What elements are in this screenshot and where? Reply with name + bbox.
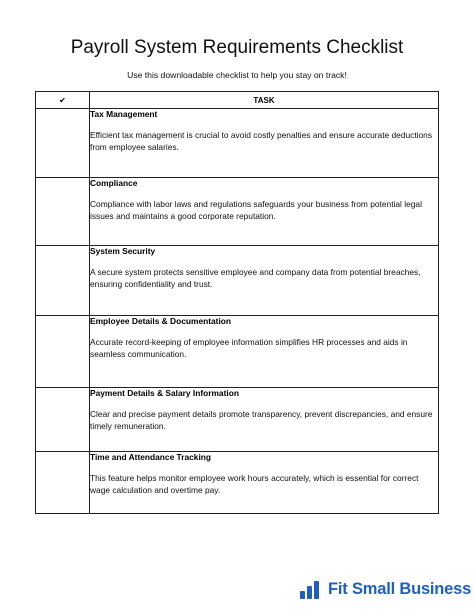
table-row <box>36 452 439 514</box>
brand-logo-text: Fit Small Business <box>328 579 472 598</box>
task-cell <box>90 109 439 178</box>
task-title: Employee Details & Documentation <box>90 316 232 326</box>
page-title: Payroll System Requirements Checklist <box>70 37 404 58</box>
checkbox-cell[interactable] <box>36 388 90 452</box>
table-row <box>36 109 439 178</box>
bar-chart-logo-icon <box>300 579 324 599</box>
brand-logo[interactable] <box>300 579 471 599</box>
table-header-row <box>36 92 439 109</box>
header-task-column: TASK <box>90 92 439 109</box>
task-cell <box>90 388 439 452</box>
checklist-table <box>35 91 439 514</box>
task-title: Tax Management <box>90 109 158 119</box>
table-row <box>36 388 439 452</box>
table-row <box>36 178 439 246</box>
task-cell <box>90 246 439 316</box>
page-subtitle: Use this downloadable checklist to help you stay on track! <box>127 70 347 80</box>
table-row <box>36 246 439 316</box>
task-description: Efficient tax management is crucial to avoid costly penalties and ensure accurate deductions from employee salaries. <box>90 130 433 152</box>
task-cell <box>90 452 439 514</box>
task-cell <box>90 178 439 246</box>
task-description: A secure system protects sensitive employee and company data from potential breaches, ensuring confidentiality and trust. <box>90 267 421 289</box>
task-description: Compliance with labor laws and regulations safeguards your business from potential legal issues and maintains a good corporate reputation. <box>90 199 422 221</box>
task-title: Compliance <box>90 178 138 188</box>
checkbox-cell[interactable] <box>36 109 90 178</box>
task-title: Time and Attendance Tracking <box>90 452 212 462</box>
checkbox-cell[interactable] <box>36 178 90 246</box>
task-description: This feature helps monitor employee work hours accurately, which is essential for correct wage calculation and overtime pay. <box>90 473 419 495</box>
task-title: Payment Details & Salary Information <box>90 388 239 398</box>
task-description: Accurate record-keeping of employee information simplifies HR processes and aids in seamless communication. <box>90 337 408 359</box>
table-row <box>36 316 439 388</box>
task-cell <box>90 316 439 388</box>
checkbox-cell[interactable] <box>36 316 90 388</box>
task-title: System Security <box>90 246 156 256</box>
task-description: Clear and precise payment details promote transparency, prevent discrepancies, and ensure timely remuneration. <box>90 409 433 431</box>
checkbox-cell[interactable] <box>36 452 90 514</box>
header-check-column: ✔ <box>36 92 90 109</box>
checkbox-cell[interactable] <box>36 246 90 316</box>
